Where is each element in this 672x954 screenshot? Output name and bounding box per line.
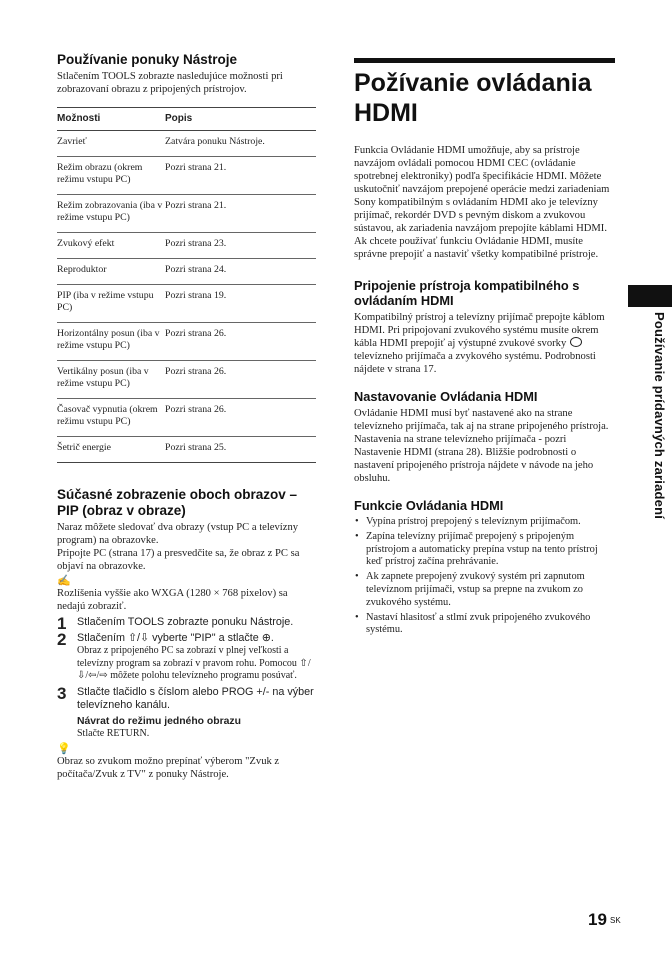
option-name: Šetrič energie bbox=[57, 437, 165, 463]
step-instruction: Stlačením ⇧/⇩ vyberte "PIP" a stlačte ⊕. bbox=[77, 632, 274, 644]
option-description: Pozri strana 21. bbox=[165, 157, 316, 195]
tools-menu-heading: Používanie ponuky Nástroje bbox=[57, 52, 238, 67]
step-2 bbox=[57, 632, 316, 683]
section-tab-marker bbox=[628, 285, 672, 307]
pip-intro: Naraz môžete sledovať dva obrazy (vstup PC a televízny program) na obrazovke. bbox=[57, 522, 299, 546]
list-item: • Vypína prístroj prepojený s televíznym prijímačom. bbox=[354, 516, 615, 529]
page-language: SK bbox=[610, 916, 621, 925]
table-header-description: Popis bbox=[165, 108, 316, 131]
step-detail: Obraz z pripojeného PC sa zobrazí v plnej veľkosti a televízny program sa zobrazí v pravom rohu. Pomocou ⇧/⇩/⇦/⇨ môžete polohu televízneho programu posúvať. bbox=[77, 645, 311, 681]
option-description: Pozri strana 21. bbox=[165, 195, 316, 233]
step-number: 3 bbox=[57, 683, 67, 703]
option-description: Pozri strana 26. bbox=[165, 323, 316, 361]
option-description: Pozri strana 26. bbox=[165, 399, 316, 437]
setup-heading: Nastavovanie Ovládania HDMI bbox=[354, 389, 538, 404]
list-item: • Nastaví hlasitosť a stlmí zvuk pripojeného zvukového systému. bbox=[354, 612, 615, 638]
step-detail: Stlačte RETURN. bbox=[77, 727, 150, 739]
table-row bbox=[57, 323, 316, 361]
option-name: Zavrieť bbox=[57, 131, 165, 157]
tools-options-table bbox=[57, 107, 316, 463]
audio-output-icon bbox=[570, 337, 582, 347]
connect-heading: Pripojenie prístroja kompatibilného s ovládaním HDMI bbox=[354, 278, 580, 308]
option-name: Horizontálny posun (iba v režime vstupu PC) bbox=[57, 323, 165, 361]
step-3 bbox=[57, 683, 316, 741]
hdmi-intro-2: Ak chcete používať funkciu Ovládanie HDMI, musíte správne prepojiť a nastaviť všetky kompatibilné prístroje. bbox=[354, 236, 599, 260]
list-item: • Zapína televízny prijímač prepojený s pripojeným prístrojom a automaticky prepína vstup na tento prístroj keď prístroj začína prehrávanie. bbox=[354, 531, 615, 569]
table-header-row bbox=[57, 108, 316, 131]
pip-intro-2: Pripojte PC (strana 17) a presvedčite sa, že obraz z PC sa objaví na obrazovke. bbox=[57, 548, 300, 572]
option-name: Časovač vypnutia (okrem režimu vstupu PC) bbox=[57, 399, 165, 437]
step-1 bbox=[57, 614, 316, 633]
table-row bbox=[57, 285, 316, 323]
option-name: Režim zobrazovania (iba v režime vstupu PC) bbox=[57, 195, 165, 233]
tools-menu-intro: Stlačením TOOLS zobrazte nasledujúce možnosti pri zobrazovaní obrazu z pripojených prístrojov. bbox=[57, 71, 283, 95]
setup-text: Ovládanie HDMI musí byť nastavené ako na strane televízneho prijímača, tak aj na strane pripojeného prístroja. Nastavenia na strane televízneho prijímača - pozri Nastavenie HDMI (strana 28). Bližšie podrobnosti o nastavení pripojeného prístroja nájdete v návode na jeho obsluhu. bbox=[354, 408, 609, 484]
list-item: • Ak zapnete prepojený zvukový systém pri zapnutom televíznom prijímači, vstup sa prepne na zvukom zo zvukového systému. bbox=[354, 571, 615, 609]
step-number: 2 bbox=[57, 630, 67, 649]
step-instruction: Stlačením TOOLS zobrazte ponuku Nástroje. bbox=[77, 616, 294, 628]
option-description: Pozri strana 23. bbox=[165, 233, 316, 259]
option-description: Pozri strana 26. bbox=[165, 361, 316, 399]
option-name: Reproduktor bbox=[57, 259, 165, 285]
table-row bbox=[57, 233, 316, 259]
step-number: 1 bbox=[57, 614, 67, 633]
option-description: Zatvára ponuku Nástroje. bbox=[165, 131, 316, 157]
left-column bbox=[57, 52, 316, 781]
table-row bbox=[57, 157, 316, 195]
connect-text-b: televízneho prijímača a zvykového systému. Podrobnosti nájdete v strana 17. bbox=[354, 351, 596, 375]
table-row bbox=[57, 131, 316, 157]
pip-heading: Súčasné zobrazenie oboch obrazov – PIP (obraz v obraze) bbox=[57, 487, 298, 518]
functions-list bbox=[354, 516, 615, 637]
option-name: PIP (iba v režime vstupu PC) bbox=[57, 285, 165, 323]
page-number: 19 bbox=[588, 910, 607, 929]
table-row bbox=[57, 259, 316, 285]
table-row bbox=[57, 195, 316, 233]
option-description: Pozri strana 24. bbox=[165, 259, 316, 285]
connect-text bbox=[354, 311, 615, 376]
option-name: Zvukový efekt bbox=[57, 233, 165, 259]
title-rule bbox=[354, 58, 615, 63]
option-description: Pozri strana 19. bbox=[165, 285, 316, 323]
option-name: Režim obrazu (okrem režimu vstupu PC) bbox=[57, 157, 165, 195]
page-title: Požívanie ovládania HDMI bbox=[354, 69, 592, 127]
table-row bbox=[57, 437, 316, 463]
step-subheading: Návrat do režimu jedného obrazu bbox=[77, 715, 241, 727]
functions-heading: Funkcie Ovládania HDMI bbox=[354, 498, 504, 513]
step-instruction: Stlačte tlačidlo s číslom alebo PROG +/- na výber televízneho kanálu. bbox=[77, 685, 314, 711]
table-row bbox=[57, 399, 316, 437]
table-header-options: Možnosti bbox=[57, 108, 165, 131]
connect-text-a: Kompatibilný prístroj a televízny prijímač prepojte káblom HDMI. Pri pripojovaní zvukového systému musíte okrem kábla HDMI prepojiť aj výstupné zvukové svorky bbox=[354, 312, 605, 349]
note-icon: ✍ bbox=[57, 575, 71, 587]
option-name: Vertikálny posun (iba v režime vstupu PC) bbox=[57, 361, 165, 399]
table-row bbox=[57, 361, 316, 399]
tip-icon: 💡 bbox=[57, 743, 71, 755]
hdmi-intro: Funkcia Ovládanie HDMI umožňuje, aby sa prístroje navzájom ovládali pomocou HDMI CEC (ovládanie spotrebnej elektroniky) podľa špecifikácie HDMI. Môžete uskutočniť navzájom prepojené operácie medzi zariadeniam Sony kompatibilným s ovládaním HDMI ako je televízny prijímač, rekordér DVD s pevným diskom a zvukovou sústavou, ak zariadenia navzájom prepojíte káblami HDMI. bbox=[354, 145, 610, 234]
option-description: Pozri strana 25. bbox=[165, 437, 316, 463]
right-column bbox=[354, 58, 615, 639]
note-text: Rozlíšenia vyššie ako WXGA (1280 × 768 pixelov) sa nedajú zobraziť. bbox=[57, 588, 288, 612]
tip-text: Obraz so zvukom možno prepínať výberom "Zvuk z počítača/Zvuk z TV" z ponuky Nástroje. bbox=[57, 756, 280, 780]
section-tab-label: Používanie prídavných zariadení bbox=[652, 312, 667, 520]
